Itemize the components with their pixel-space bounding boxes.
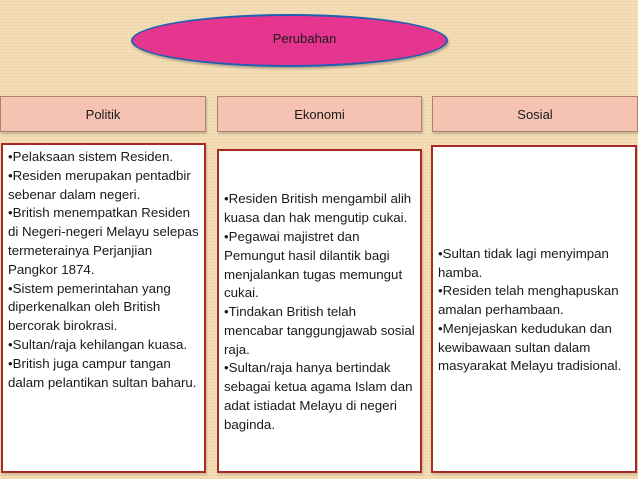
header-sosial — [432, 96, 638, 132]
list-item: •Sultan tidak lagi menyimpan hamba. — [438, 245, 609, 280]
politik-list — [8, 148, 200, 392]
list-item: •Menjejaskan kedudukan dan kewibawaan sultan dalam masyarakat Melayu tradisional. — [438, 320, 622, 374]
list-item: •Residen merupakan pentadbir sebenar dalam negeri. — [8, 167, 191, 202]
title-label: Perubahan — [272, 31, 337, 46]
ekonomi-list — [224, 190, 416, 434]
header-sosial-label: Sosial — [517, 106, 553, 122]
title-ellipse — [131, 14, 448, 67]
ekonomi-content-box — [217, 149, 422, 473]
list-item: •Sultan/raja hanya bertindak sebagai ketua agama Islam dan adat istiadat Melayu di negeri baginda. — [224, 360, 413, 432]
list-item: •Pegawai majistret dan Pemungut hasil dilantik bagi menjalankan tugas memungut cukai. — [224, 228, 403, 301]
list-item: •Pelaksaan sistem Residen. — [8, 149, 174, 164]
header-politik-label: Politik — [85, 106, 121, 122]
list-item: •Tindakan British telah mencabar tanggungjawab sosial raja. — [224, 304, 415, 357]
list-item: •Sistem pemerintahan yang diperkenalkan oleh British bercorak birokrasi. — [8, 280, 171, 334]
list-item: •Sultan/raja kehilangan kuasa. — [8, 336, 188, 352]
header-ekonomi-label: Ekonomi — [294, 106, 345, 122]
list-item: •Residen telah menghapuskan amalan perhambaan. — [438, 283, 619, 318]
politik-content-box — [1, 143, 206, 473]
header-politik — [0, 96, 206, 132]
sosial-list — [438, 245, 631, 377]
list-item: •British juga campur tangan dalam pelantikan sultan baharu. — [8, 355, 197, 390]
list-item: •Residen British mengambil alih kuasa dan hak mengutip cukai. — [224, 191, 412, 226]
sosial-content-box — [431, 145, 637, 473]
header-ekonomi — [217, 96, 422, 132]
list-item: •British menempatkan Residen di Negeri-negeri Melayu selepas termeterainya Perjanjian Pangkor 1874. — [8, 205, 199, 277]
